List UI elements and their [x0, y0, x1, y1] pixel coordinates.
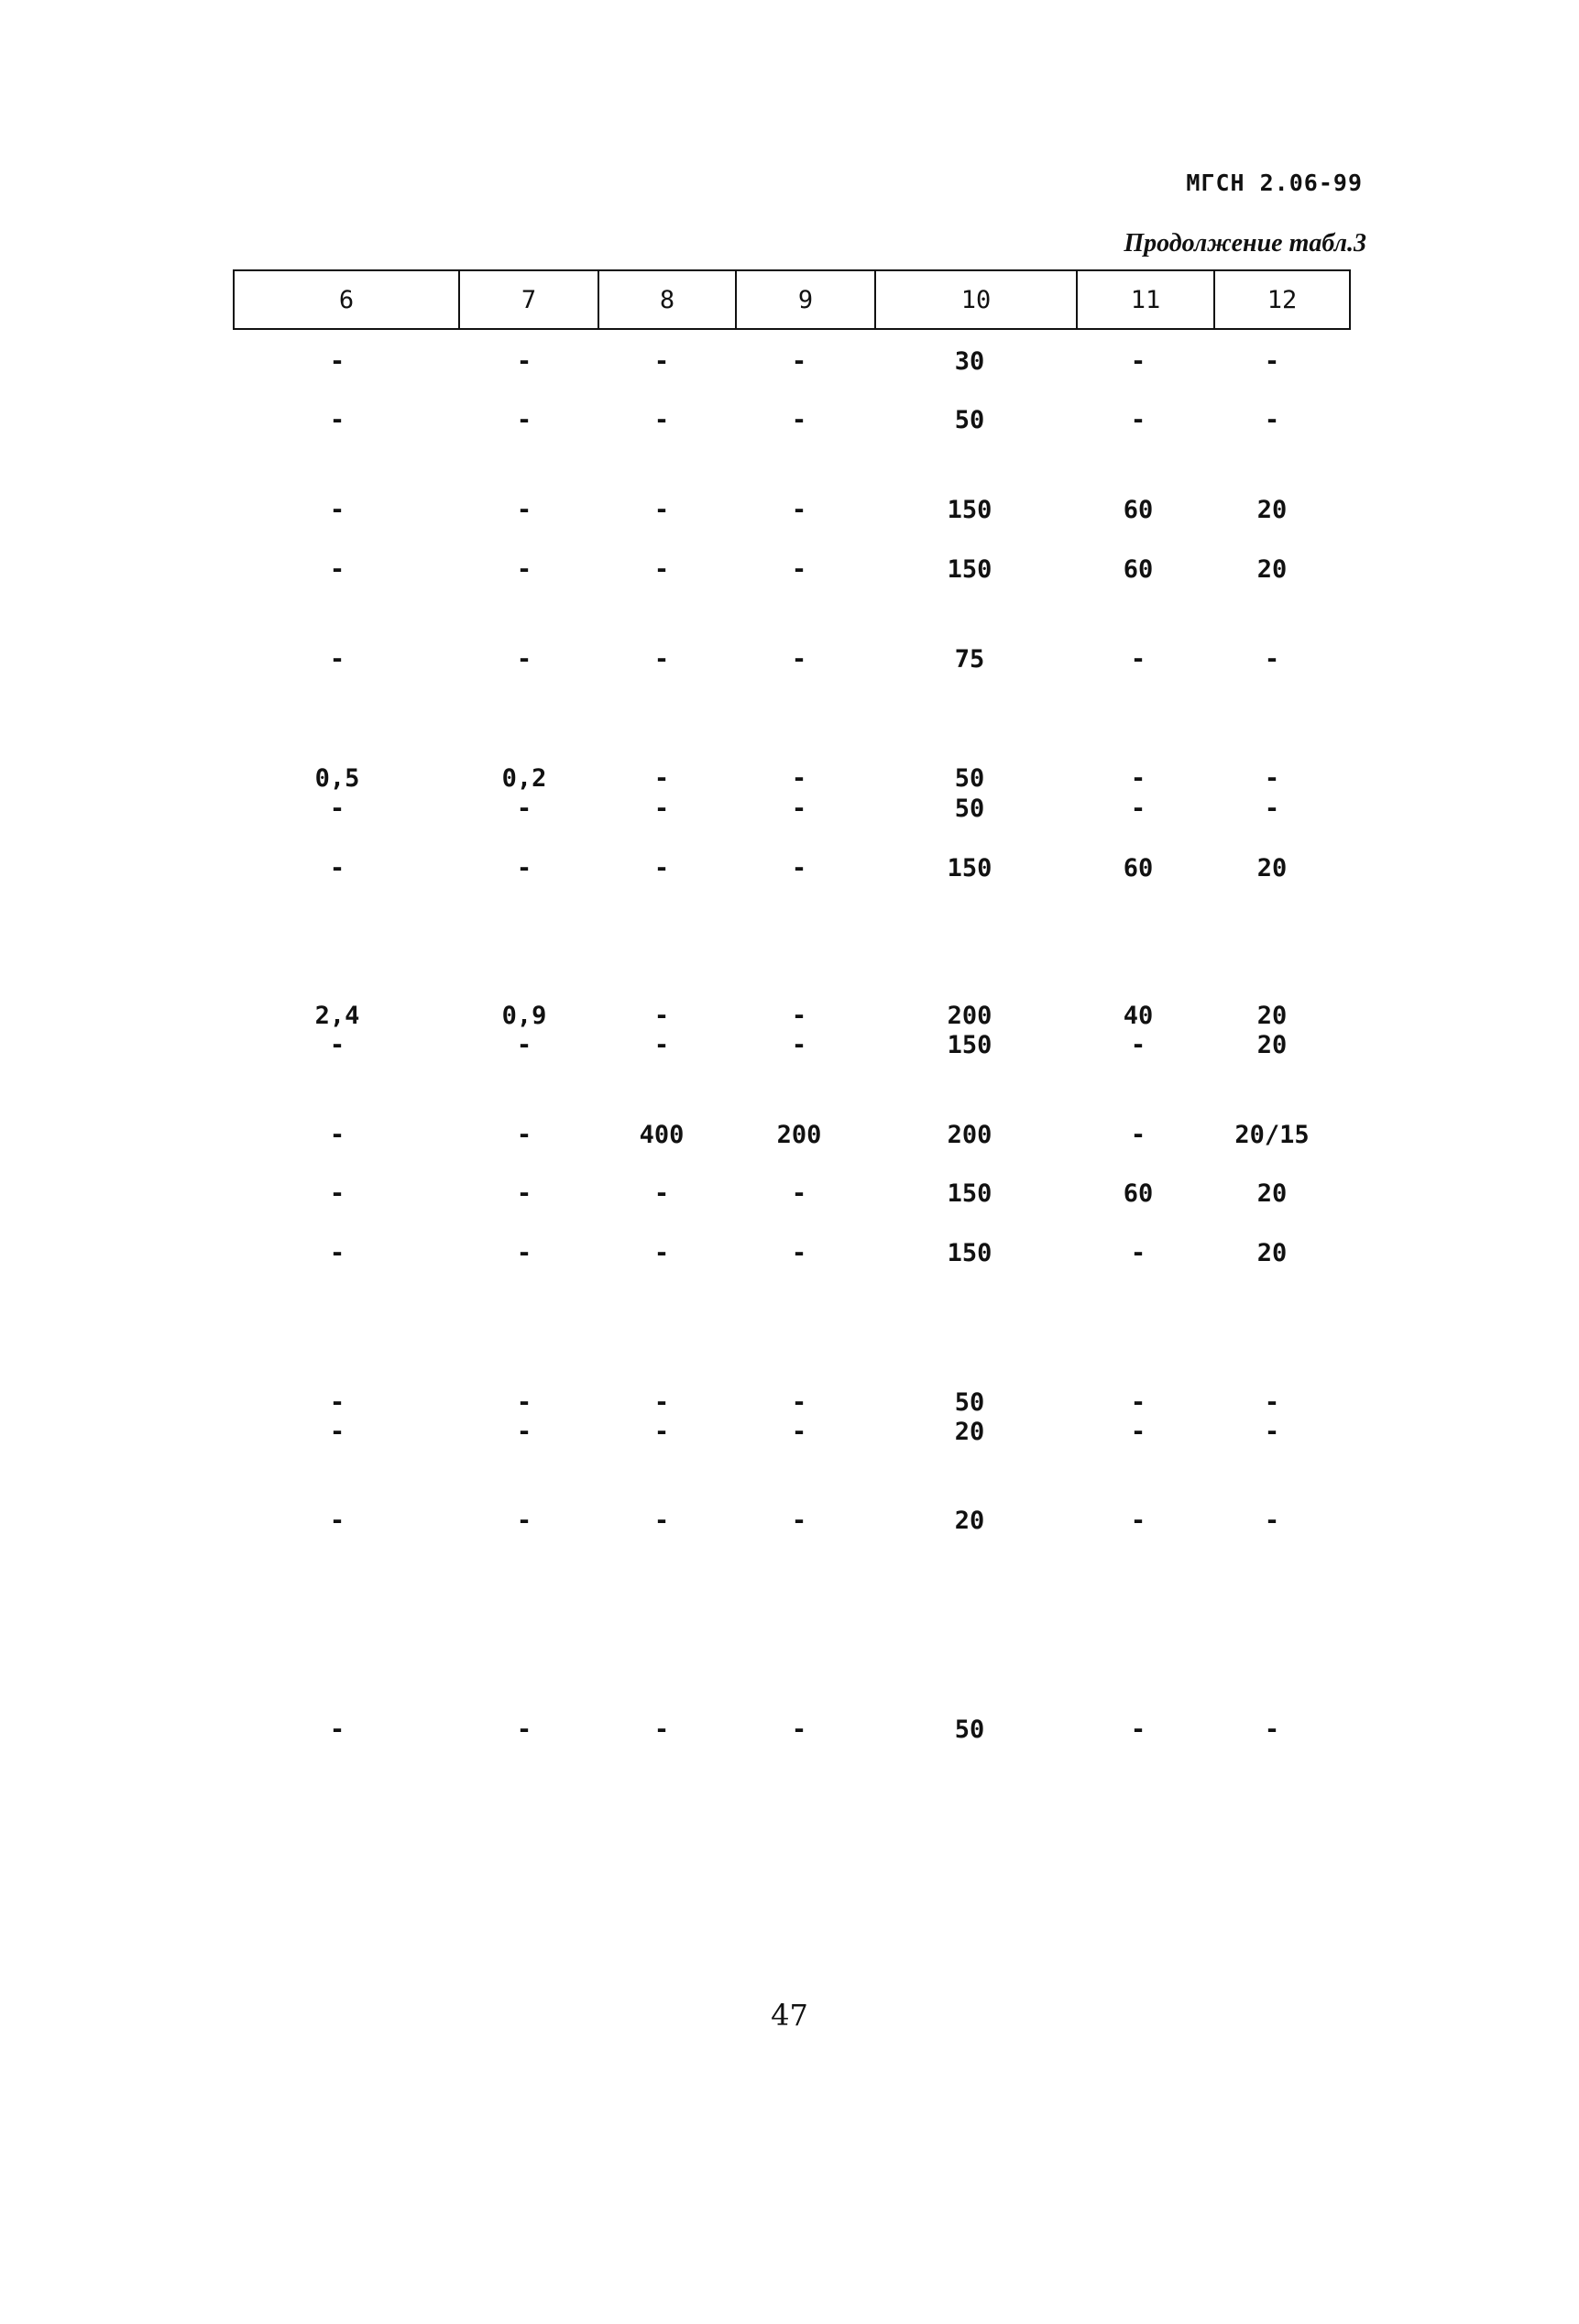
- table-cell-col-7: -: [516, 555, 532, 584]
- table-cell-col-9: -: [791, 1031, 807, 1059]
- table-cell-col-9: -: [791, 1418, 807, 1446]
- table-cell-col-6: -: [329, 347, 345, 376]
- table-cell-col-9: -: [791, 1716, 807, 1744]
- table-cell-col-10: 150: [947, 854, 992, 882]
- table-cell-col-10: 150: [947, 1031, 992, 1059]
- table-row: [233, 495, 1351, 526]
- table-cell-col-8: -: [653, 406, 670, 434]
- table-header: [233, 269, 1351, 330]
- table-cell-col-6: -: [329, 1179, 345, 1208]
- table-cell-col-12: 20: [1256, 1239, 1288, 1267]
- table-cell-col-6: -: [329, 496, 345, 524]
- table-cell-col-8: -: [653, 1239, 670, 1267]
- table-cell-col-6: -: [329, 1418, 345, 1446]
- table-cell-col-12: -: [1264, 645, 1280, 674]
- page-number: 47: [771, 1998, 808, 2033]
- table-continuation-label: Продолжение табл.3: [1124, 229, 1366, 258]
- table-row: [233, 554, 1351, 586]
- table-cell-col-6: -: [329, 795, 345, 823]
- table-cell-col-11: -: [1130, 1418, 1146, 1446]
- table-cell-col-11: -: [1130, 1239, 1146, 1267]
- table-cell-col-8: -: [653, 496, 670, 524]
- table-cell-col-9: -: [791, 1239, 807, 1267]
- table-cell-col-6: -: [329, 406, 345, 434]
- table-cell-col-11: -: [1130, 645, 1146, 674]
- table-cell-col-9: -: [791, 1388, 807, 1417]
- table-cell-col-7: -: [516, 854, 532, 882]
- table-cell-col-11: -: [1130, 1121, 1146, 1149]
- table-cell-col-9: -: [791, 406, 807, 434]
- table-row: [233, 853, 1351, 884]
- table-cell-col-7: -: [516, 1179, 532, 1208]
- table-cell-col-11: 40: [1123, 1002, 1154, 1030]
- table-cell-col-11: 60: [1123, 555, 1154, 584]
- table-cell-col-10: 150: [947, 1239, 992, 1267]
- table-cell-col-11: -: [1130, 764, 1146, 793]
- table-cell-col-8: -: [653, 1388, 670, 1417]
- table-cell-col-12: -: [1264, 1716, 1280, 1744]
- table-cell-col-8: 400: [639, 1121, 685, 1149]
- table-row: [233, 405, 1351, 436]
- table-cell-col-11: 60: [1123, 1179, 1154, 1208]
- table-row: [233, 1417, 1351, 1448]
- table-cell-col-10: 50: [954, 764, 985, 793]
- table-cell-col-11: -: [1130, 1031, 1146, 1059]
- table-cell-col-7: 0,9: [501, 1002, 547, 1030]
- table-cell-col-8: -: [653, 854, 670, 882]
- table-row: [233, 346, 1351, 378]
- table-row: [233, 1387, 1351, 1419]
- table-row: [233, 1178, 1351, 1210]
- column-header-6: 6: [338, 285, 355, 314]
- document-code: МГСН 2.06-99: [1186, 170, 1363, 196]
- table-row: [233, 1715, 1351, 1746]
- table-cell-col-11: 60: [1123, 496, 1154, 524]
- table-cell-col-7: 0,2: [501, 764, 547, 793]
- table-cell-col-6: -: [329, 1716, 345, 1744]
- table-row: [233, 1238, 1351, 1269]
- table-cell-col-10: 150: [947, 1179, 992, 1208]
- table-cell-col-9: -: [791, 555, 807, 584]
- table-cell-col-11: -: [1130, 1716, 1146, 1744]
- table-cell-col-7: -: [516, 795, 532, 823]
- table-cell-col-12: -: [1264, 1418, 1280, 1446]
- table-cell-col-8: -: [653, 1002, 670, 1030]
- table-cell-col-6: -: [329, 854, 345, 882]
- table-cell-col-11: -: [1130, 1507, 1146, 1535]
- table-cell-col-6: 0,5: [314, 764, 360, 793]
- table-cell-col-11: -: [1130, 1388, 1146, 1417]
- column-header-11: 11: [1076, 271, 1213, 328]
- table-cell-col-7: -: [516, 496, 532, 524]
- column-header-9: 9: [735, 271, 874, 328]
- table-cell-col-7: -: [516, 1239, 532, 1267]
- table-cell-col-10: 20: [954, 1418, 985, 1446]
- table-cell-col-12: 20: [1256, 1031, 1288, 1059]
- table-cell-col-8: -: [653, 795, 670, 823]
- table-row: [233, 763, 1351, 795]
- table-cell-col-12: -: [1264, 406, 1280, 434]
- table-cell-col-8: -: [653, 764, 670, 793]
- table-cell-col-8: -: [653, 1507, 670, 1535]
- table-cell-col-7: -: [516, 1121, 532, 1149]
- table-cell-col-9: -: [791, 496, 807, 524]
- table-cell-col-11: -: [1130, 406, 1146, 434]
- table-cell-col-12: -: [1264, 795, 1280, 823]
- table-cell-col-12: 20/15: [1234, 1121, 1310, 1149]
- table-cell-col-6: -: [329, 1121, 345, 1149]
- table-cell-col-8: -: [653, 555, 670, 584]
- table-cell-col-9: -: [791, 1179, 807, 1208]
- table-cell-col-12: 20: [1256, 1179, 1288, 1208]
- table-cell-col-7: -: [516, 1716, 532, 1744]
- table-cell-col-12: -: [1264, 764, 1280, 793]
- table-cell-col-10: 75: [954, 645, 985, 674]
- table-cell-col-7: -: [516, 347, 532, 376]
- table-cell-col-10: 30: [954, 347, 985, 376]
- table-cell-col-9: -: [791, 1002, 807, 1030]
- table-row: [233, 794, 1351, 825]
- column-header-10: 10: [874, 271, 1076, 328]
- table-cell-col-7: -: [516, 1388, 532, 1417]
- table-cell-col-9: -: [791, 795, 807, 823]
- table-cell-col-6: -: [329, 555, 345, 584]
- table-cell-col-6: -: [329, 1031, 345, 1059]
- table-cell-col-9: -: [791, 347, 807, 376]
- table-cell-col-10: 150: [947, 555, 992, 584]
- table-cell-col-9: -: [791, 1507, 807, 1535]
- table-cell-col-7: -: [516, 645, 532, 674]
- table-cell-col-12: 20: [1256, 854, 1288, 882]
- table-row: [233, 644, 1351, 675]
- table-cell-col-6: 2,4: [314, 1002, 360, 1030]
- table-cell-col-12: 20: [1256, 555, 1288, 584]
- table-cell-col-6: -: [329, 1239, 345, 1267]
- table-cell-col-9: 200: [776, 1121, 822, 1149]
- column-header-12: 12: [1213, 271, 1349, 328]
- table-cell-col-12: 20: [1256, 1002, 1288, 1030]
- table-cell-col-11: -: [1130, 347, 1146, 376]
- table-cell-col-9: -: [791, 854, 807, 882]
- table-cell-col-7: -: [516, 1031, 532, 1059]
- table-cell-col-10: 20: [954, 1507, 985, 1535]
- table-cell-col-12: -: [1264, 1388, 1280, 1417]
- table-row: [233, 1506, 1351, 1537]
- table-cell-col-7: -: [516, 1418, 532, 1446]
- table-cell-col-8: -: [653, 1716, 670, 1744]
- table-cell-col-11: -: [1130, 795, 1146, 823]
- table-cell-col-7: -: [516, 406, 532, 434]
- table-cell-col-9: -: [791, 764, 807, 793]
- table-row: [233, 1120, 1351, 1151]
- table-row: [233, 1001, 1351, 1032]
- table-cell-col-10: 50: [954, 1716, 985, 1744]
- table-cell-col-8: -: [653, 1031, 670, 1059]
- table-cell-col-12: 20: [1256, 496, 1288, 524]
- table-cell-col-10: 50: [954, 1388, 985, 1417]
- table-cell-col-10: 200: [947, 1121, 992, 1149]
- table-cell-col-11: 60: [1123, 854, 1154, 882]
- table-cell-col-12: -: [1264, 1507, 1280, 1535]
- table-cell-col-8: -: [653, 1418, 670, 1446]
- table-cell-col-10: 150: [947, 496, 992, 524]
- table-cell-col-8: -: [653, 1179, 670, 1208]
- table-cell-col-10: 200: [947, 1002, 992, 1030]
- table-cell-col-8: -: [653, 645, 670, 674]
- table-row: [233, 1030, 1351, 1061]
- table-cell-col-6: -: [329, 1507, 345, 1535]
- table-cell-col-10: 50: [954, 406, 985, 434]
- table-cell-col-8: -: [653, 347, 670, 376]
- table-cell-col-10: 50: [954, 795, 985, 823]
- column-header-7: 7: [458, 271, 598, 328]
- table-cell-col-6: -: [329, 1388, 345, 1417]
- table-cell-col-9: -: [791, 645, 807, 674]
- table-cell-col-6: -: [329, 645, 345, 674]
- column-header-8: 8: [598, 271, 735, 328]
- table-cell-col-7: -: [516, 1507, 532, 1535]
- table-cell-col-12: -: [1264, 347, 1280, 376]
